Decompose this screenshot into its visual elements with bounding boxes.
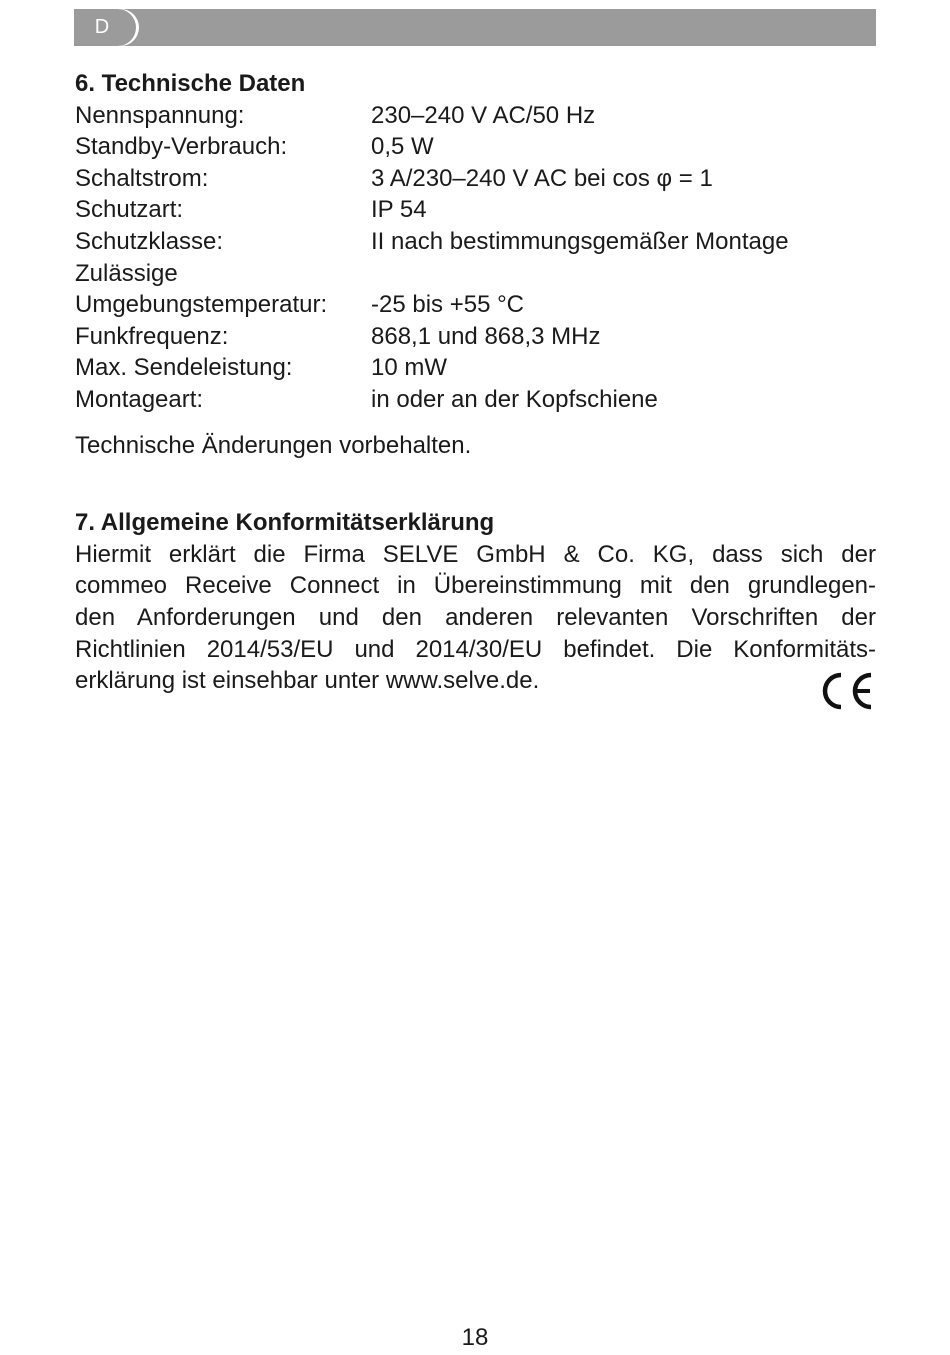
technical-data-table [75,100,789,416]
page-content [75,68,876,697]
language-tab: D [74,9,136,46]
spec-row [75,131,789,163]
section7-heading: 7. Allgemeine Konformitätserklärung [75,509,495,537]
paragraph-line: commeo Receive Connect in Übereinstimmung mit den grundlegen- [75,572,876,600]
spec-value: 10 mW [371,354,448,382]
paragraph-line: Richtlinien 2014/53/EU und 2014/30/EU befindet. Die Konformitäts- [75,635,876,663]
spec-value: -25 bis +55 °C [371,291,525,319]
paragraph-line: den Anforderungen und den anderen relevanten Vorschriften der [75,603,876,631]
header-bar [74,9,876,46]
spec-row [75,226,789,258]
spec-label: Schutzart: [75,196,184,224]
spec-row [75,289,789,321]
spec-value: 0,5 W [371,133,434,161]
spec-row [75,194,789,226]
spec-label: Umgebungstemperatur: [75,291,328,319]
ce-mark-icon [816,672,874,710]
spec-value: 230–240 V AC/50 Hz [371,101,596,129]
spec-label: Nennspannung: [75,101,245,129]
spec-row [75,384,789,416]
conformity-paragraph [75,539,876,697]
spec-value: 3 A/230–240 V AC bei cos φ = 1 [371,164,713,192]
conformity-section [75,507,876,697]
spec-label: Montageart: [75,385,204,413]
spec-label: Schaltstrom: [75,164,209,192]
spec-row [75,352,789,384]
spec-value: in oder an der Kopfschiene [371,385,658,413]
page-number: 18 [461,1324,489,1351]
paragraph-line: erklärung ist einsehbar unter www.selve.de. [75,667,540,695]
spec-row [75,163,789,195]
spec-label: Standby-Verbrauch: [75,133,288,161]
spec-row [75,100,789,132]
section6-heading: 6. Technische Daten [75,70,306,97]
spec-label: Zulässige [75,259,178,287]
spec-value [371,258,789,290]
spec-value: IP 54 [371,196,427,224]
changes-note: Technische Änderungen vorbehalten. [75,431,472,459]
spec-label: Funkfrequenz: [75,322,229,350]
paragraph-line: Hiermit erklärt die Firma SELVE GmbH & Co. KG, dass sich der [75,540,876,568]
spec-value: II nach bestimmungsgemäßer Montage [371,227,789,255]
spec-label: Max. Sendeleistung: [75,354,293,382]
spec-row [75,258,789,290]
spec-value: 868,1 und 868,3 MHz [371,322,601,350]
spec-label: Schutzklasse: [75,227,224,255]
spec-row [75,321,789,353]
